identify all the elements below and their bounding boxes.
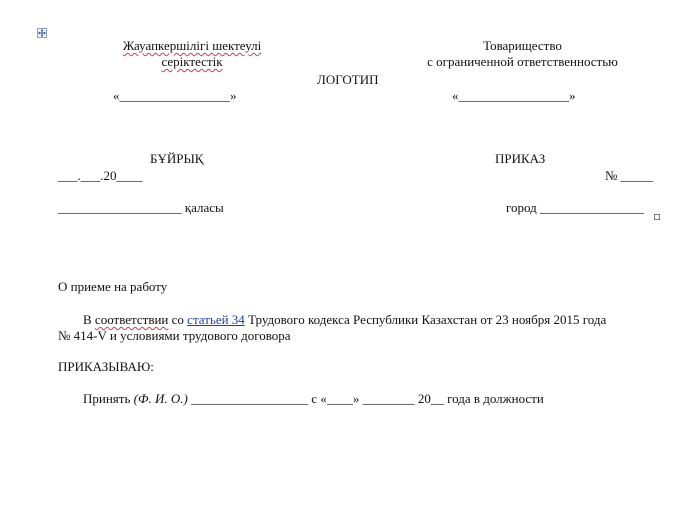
company-ru-name-blank: «_________________» <box>452 88 576 103</box>
order-title-kz: БҰЙРЫҚ <box>150 151 204 166</box>
preamble-rest: Трудового кодекса Республики Казахстан от 23 ноября 2015 года <box>248 312 607 327</box>
order-title-ru: ПРИКАЗ <box>495 151 546 166</box>
company-kz-name-blank: «_________________» <box>113 88 237 103</box>
table-move-handle-icon[interactable] <box>37 28 47 38</box>
hire-prefix: Принять <box>83 391 131 406</box>
order-number-blank: № _____ <box>605 168 654 183</box>
city-ru-word: город <box>506 200 537 215</box>
order-preamble <box>58 312 658 344</box>
city-kz-blank: ___________________ <box>58 200 182 215</box>
order-subject: О приеме на работу <box>58 279 168 294</box>
hire-rest: __________________ с «____» ________ 20__ года в должности <box>191 391 544 406</box>
logo-placeholder: ЛОГОТИП <box>317 72 379 87</box>
preamble-word-so: со <box>171 312 184 327</box>
city-kz-word: қаласы <box>184 200 224 215</box>
preamble-word-v: В <box>83 312 92 327</box>
company-kz-line2: серіктестік <box>161 54 223 69</box>
order-command: ПРИКАЗЫВАЮ: <box>58 359 154 374</box>
header-right-block <box>400 38 645 70</box>
table-resize-handle-icon[interactable] <box>654 214 660 220</box>
article-link[interactable]: статьей 34 <box>187 312 245 327</box>
preamble-line1 <box>58 312 658 328</box>
header-left-block <box>92 38 292 70</box>
company-ru-line1: Товарищество <box>483 38 562 53</box>
order-date-blank: ___.___.20____ <box>58 168 143 183</box>
hire-fio: (Ф. И. О.) <box>133 391 188 406</box>
company-kz-line1: Жауапкершілігі шектеулі <box>122 38 262 53</box>
hire-line <box>83 391 544 407</box>
preamble-line2: № 414-V и условиями трудового договора <box>58 328 291 343</box>
city-ru <box>506 200 644 216</box>
preamble-word-sootvetstvii: соответствии <box>94 312 169 327</box>
city-kz <box>58 200 224 216</box>
city-ru-blank: ________________ <box>540 200 644 215</box>
company-ru-line2: с ограниченной ответственностью <box>427 54 618 69</box>
